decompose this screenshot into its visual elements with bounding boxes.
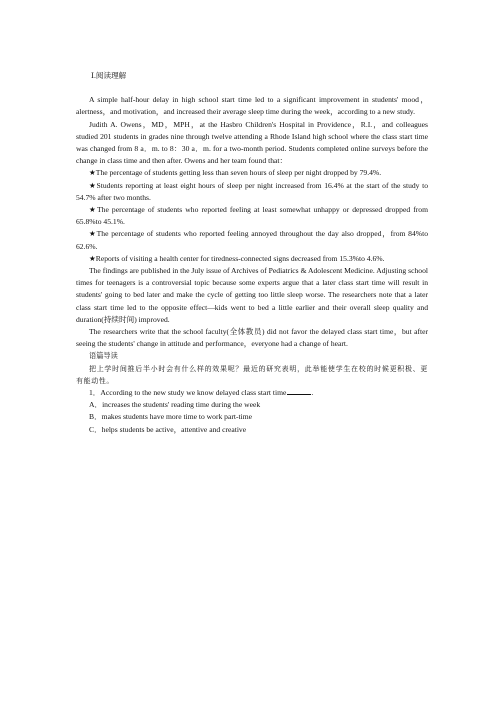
question-stem xyxy=(89,387,428,399)
paragraph-faculty: The researchers write that the school faculty(全体教员) did not favor the delayed class start time，but after seeing the students' change in attitude and performance，everyone had a change of heart. xyxy=(76,327,428,349)
finding-item-1: ★The percentage of students getting less than seven hours of sleep per night dropped by 79.4%. xyxy=(89,168,382,178)
finding-item-2: ★Students reporting at least eight hours of sleep per night increased from 16.4% at the start of the study to 54.7% after two months. xyxy=(76,180,428,202)
guide-text: 把上学时间推后半小时会有什么样的效果呢？最近的研究表明，此举能使学生在校的时候更积极、更有能动性。 xyxy=(76,364,428,385)
section-title: Ⅰ.阅读理解 xyxy=(91,71,127,80)
paragraph-intro: A simple half-hour delay in high school start time led to a significant improvement in students' mood，alertness，and motivation，and increased their average sleep time during the week，according to a new study. xyxy=(76,95,428,117)
question-stem-text: 1．According to the new study we know delayed class start time xyxy=(89,388,287,398)
finding-item-5: ★Reports of visiting a health center for tiredness-connected signs decreased from 15.3%to 4.6%. xyxy=(89,253,385,263)
option-a: A．increases the students' reading time during the week xyxy=(89,400,261,410)
finding-item-3: ★The percentage of students who reported feeling at least somewhat unhappy or depressed dropped from 65.8%to 45.1%. xyxy=(76,205,428,227)
option-b: B．makes students have more time to work part-time xyxy=(89,412,253,422)
document-body xyxy=(76,70,428,436)
finding-item-4: ★The percentage of students who reported feeling annoyed throughout the day also dropped，from 84%to 62.6%. xyxy=(76,229,428,251)
answer-blank xyxy=(287,394,311,395)
guide-heading: 语篇导读 xyxy=(89,351,118,361)
paragraph-findings: The findings are published in the July issue of Archives of Pediatrics & Adolescent Medicine. Adjusting school times for teenagers is a controversial topic because some experts argue that a later class start time will result in students' going to bed later and make the cycle of getting too little sleep worse. The researchers note that a later class start time led to the opposite effect—kids went to bed a little earlier and their overall sleep quality and duration(持续时间) improved. xyxy=(76,266,428,324)
question-stem-end: . xyxy=(311,388,314,398)
option-c: C．helps students be active，attentive and creative xyxy=(89,424,247,434)
paragraph-study: Judith A. Owens，MD，MPH，at the Hasbro Children's Hospital in Providence，R.I.，and colleagues studied 201 students in grades nine through twelve attending a Rhode Island high school where the class start time was changed from 8 a．m. to 8：30 a．m. for a two-month period. Students completed online surveys before the change in class time and then after. Owens and her team found that： xyxy=(76,119,428,166)
